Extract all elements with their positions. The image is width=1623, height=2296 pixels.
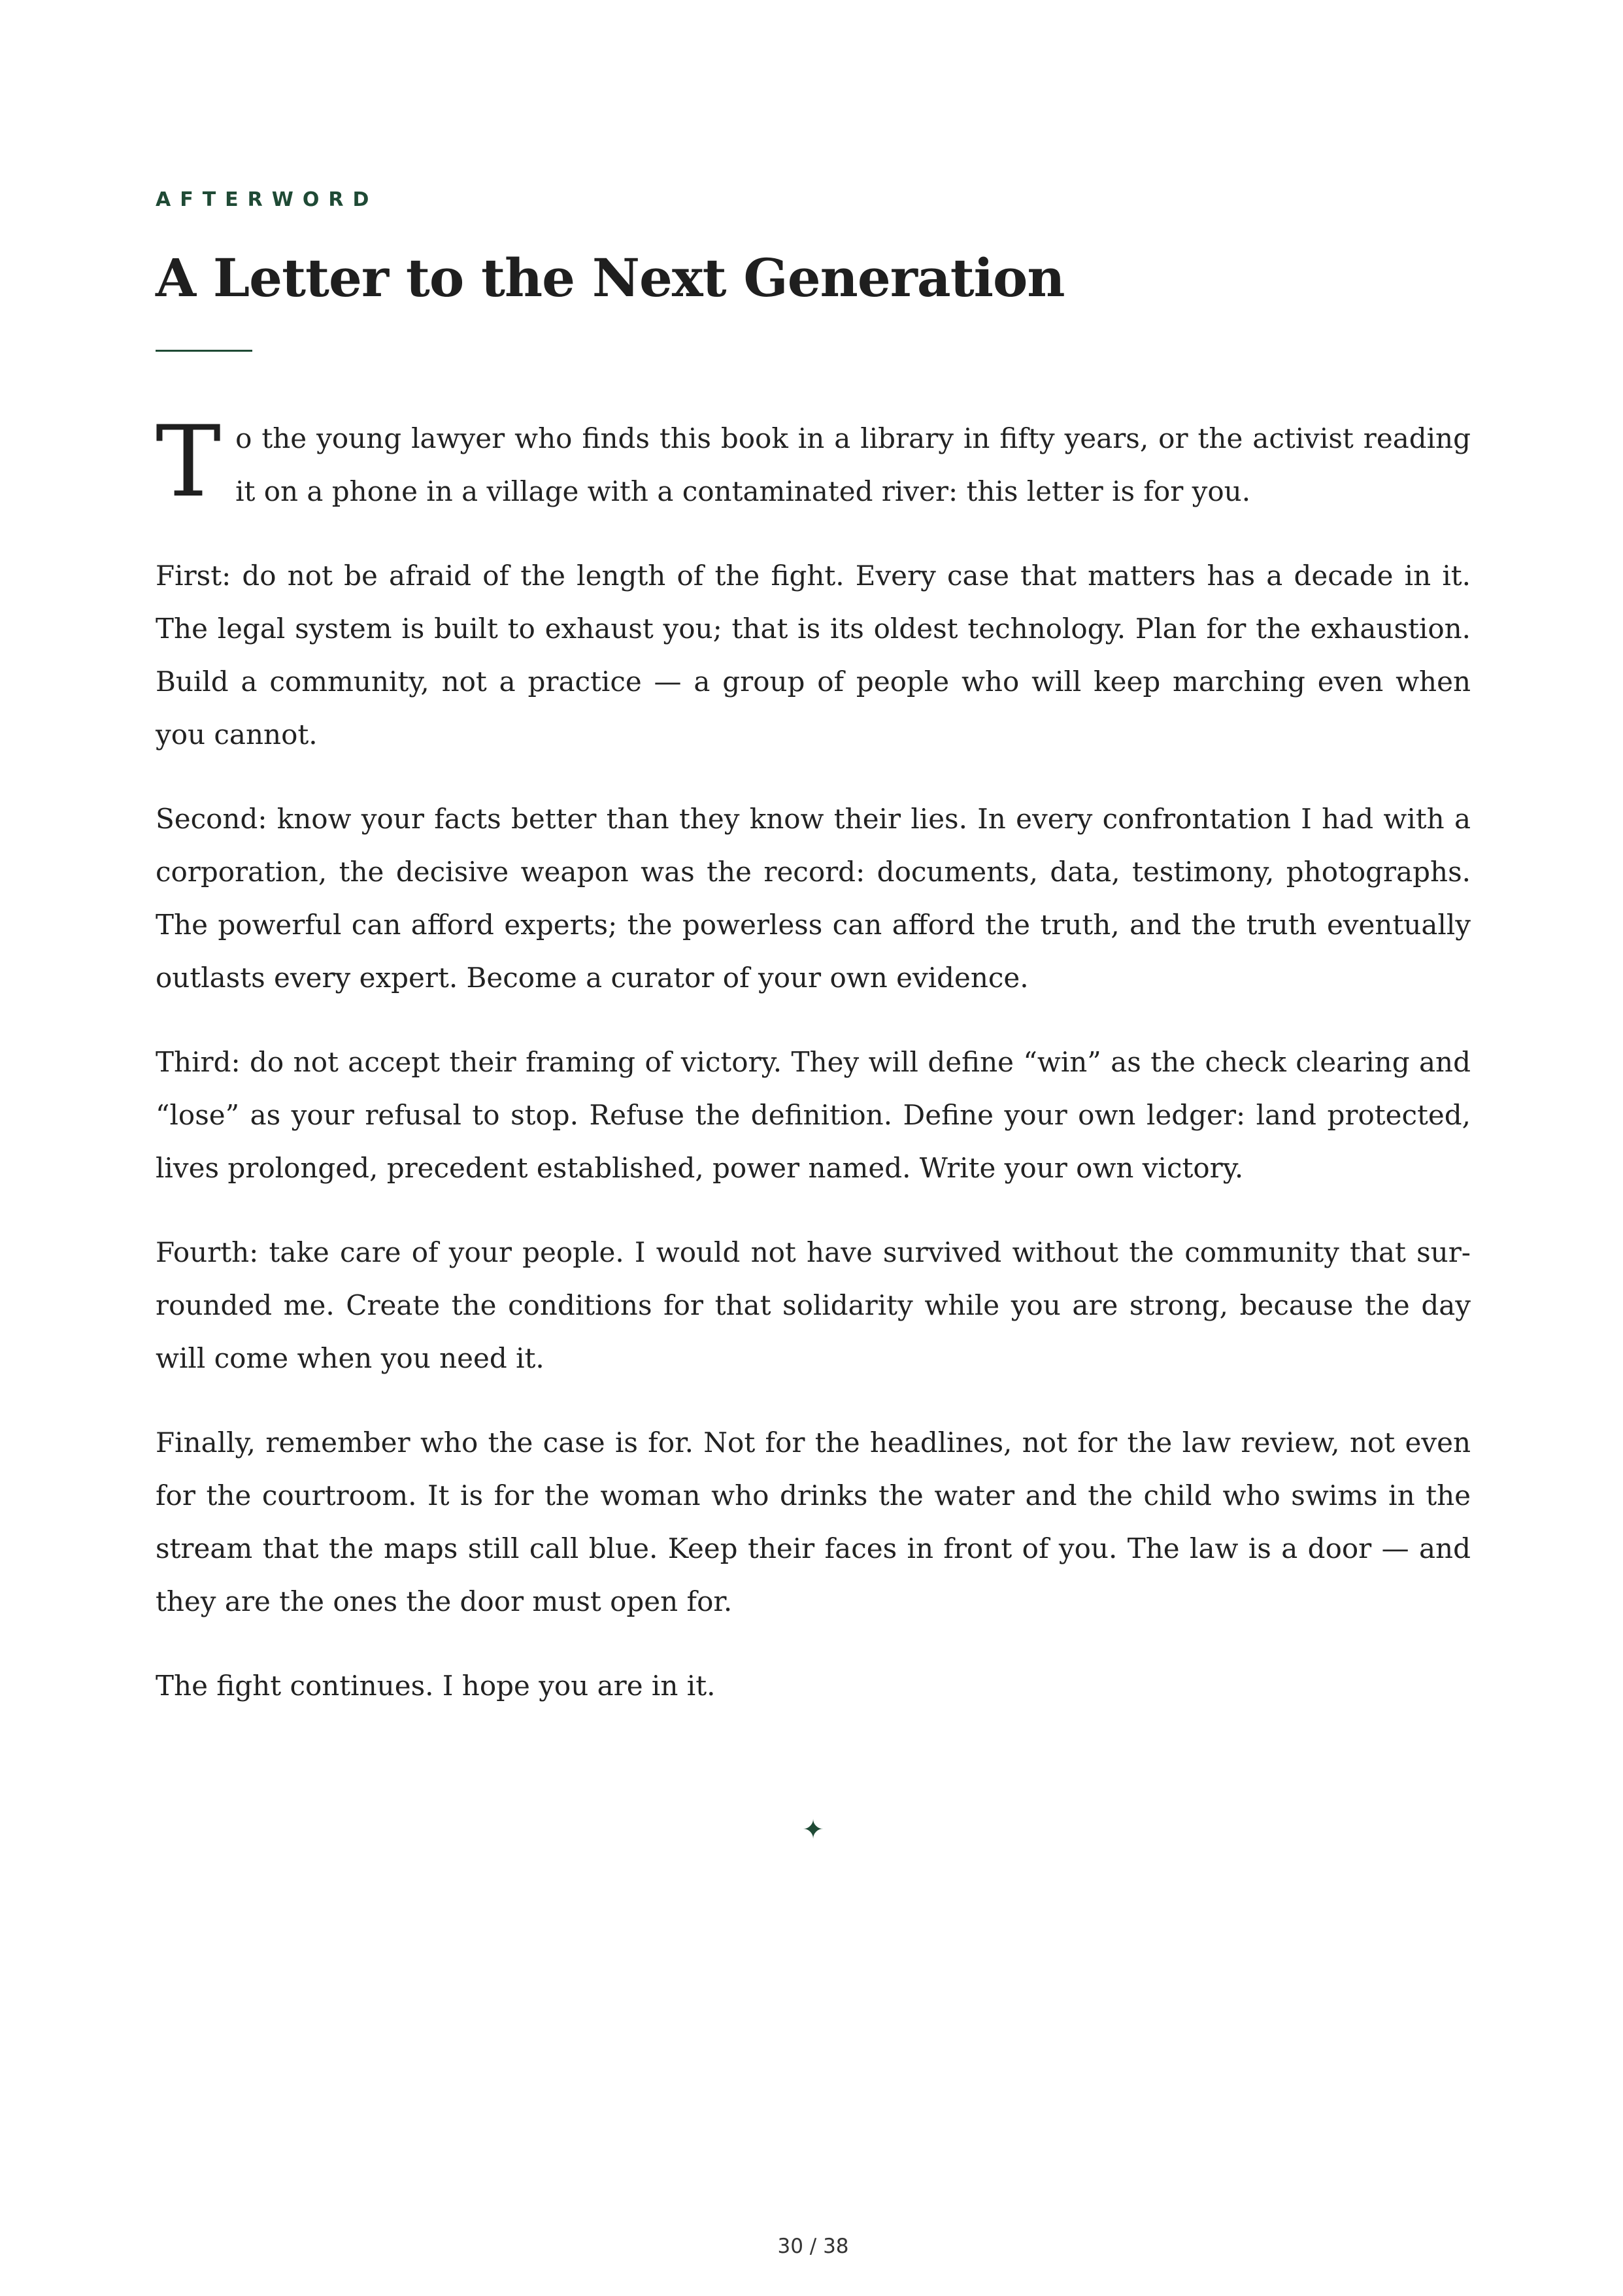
star-ornament-icon: ✦ (802, 1815, 824, 1845)
paragraph-opening (156, 405, 1471, 519)
section-label: AFTERWORD (156, 188, 378, 211)
paragraph-closing: The fight continues. I hope you are in it. (156, 1670, 716, 1702)
title-divider (156, 350, 252, 352)
page-number: 30 / 38 (777, 2235, 849, 2258)
paragraph-fourth: Fourth: take care of your people. I would not have survived without the community that surrounded me. Create the conditions for that solidarity while you are strong, because the day will come when you need it. (156, 1236, 1471, 1374)
paragraph-third: Third: do not accept their framing of victory. They will define “win” as the check clearing and “lose” as your refusal to stop. Refuse the definition. Define your own ledger: land protected, lives prolonged, precedent established, power named. Write your own victory. (156, 1046, 1471, 1184)
letter-body (156, 405, 1471, 1744)
page-title: A Letter to the Next Generation (156, 247, 1065, 309)
paragraph-opening-text: o the young lawyer who finds this book in a library in fifty years, or the activist reading it on a phone in a village with a contaminated river: this letter is for you. (235, 422, 1471, 507)
document-page (156, 0, 1471, 2296)
drop-cap: T (156, 405, 222, 519)
paragraph-first: First: do not be afraid of the length of the fight. Every case that matters has a decade in it. The legal system is built to exhaust you; that is its oldest technology. Plan for the exhaustion. Build a community, not a practice — a group of people who will keep marching even when you cannot. (156, 560, 1471, 751)
paragraph-finally: Finally, remember who the case is for. Not for the headlines, not for the law review, not even for the courtroom. It is for the woman who drinks the water and the child who swims in the stream that the maps still call blue. Keep their faces in front of you. The law is a door — and they are the ones the door must open for. (156, 1427, 1471, 1617)
paragraph-second: Second: know your facts better than they know their lies. In every confrontation I had with a corporation, the decisive weapon was the record: documents, data, testimony, photographs. The powerful can afford experts; the powerless can afford the truth, and the truth eventually outlasts every expert. Become a curator of your own evidence. (156, 803, 1471, 994)
